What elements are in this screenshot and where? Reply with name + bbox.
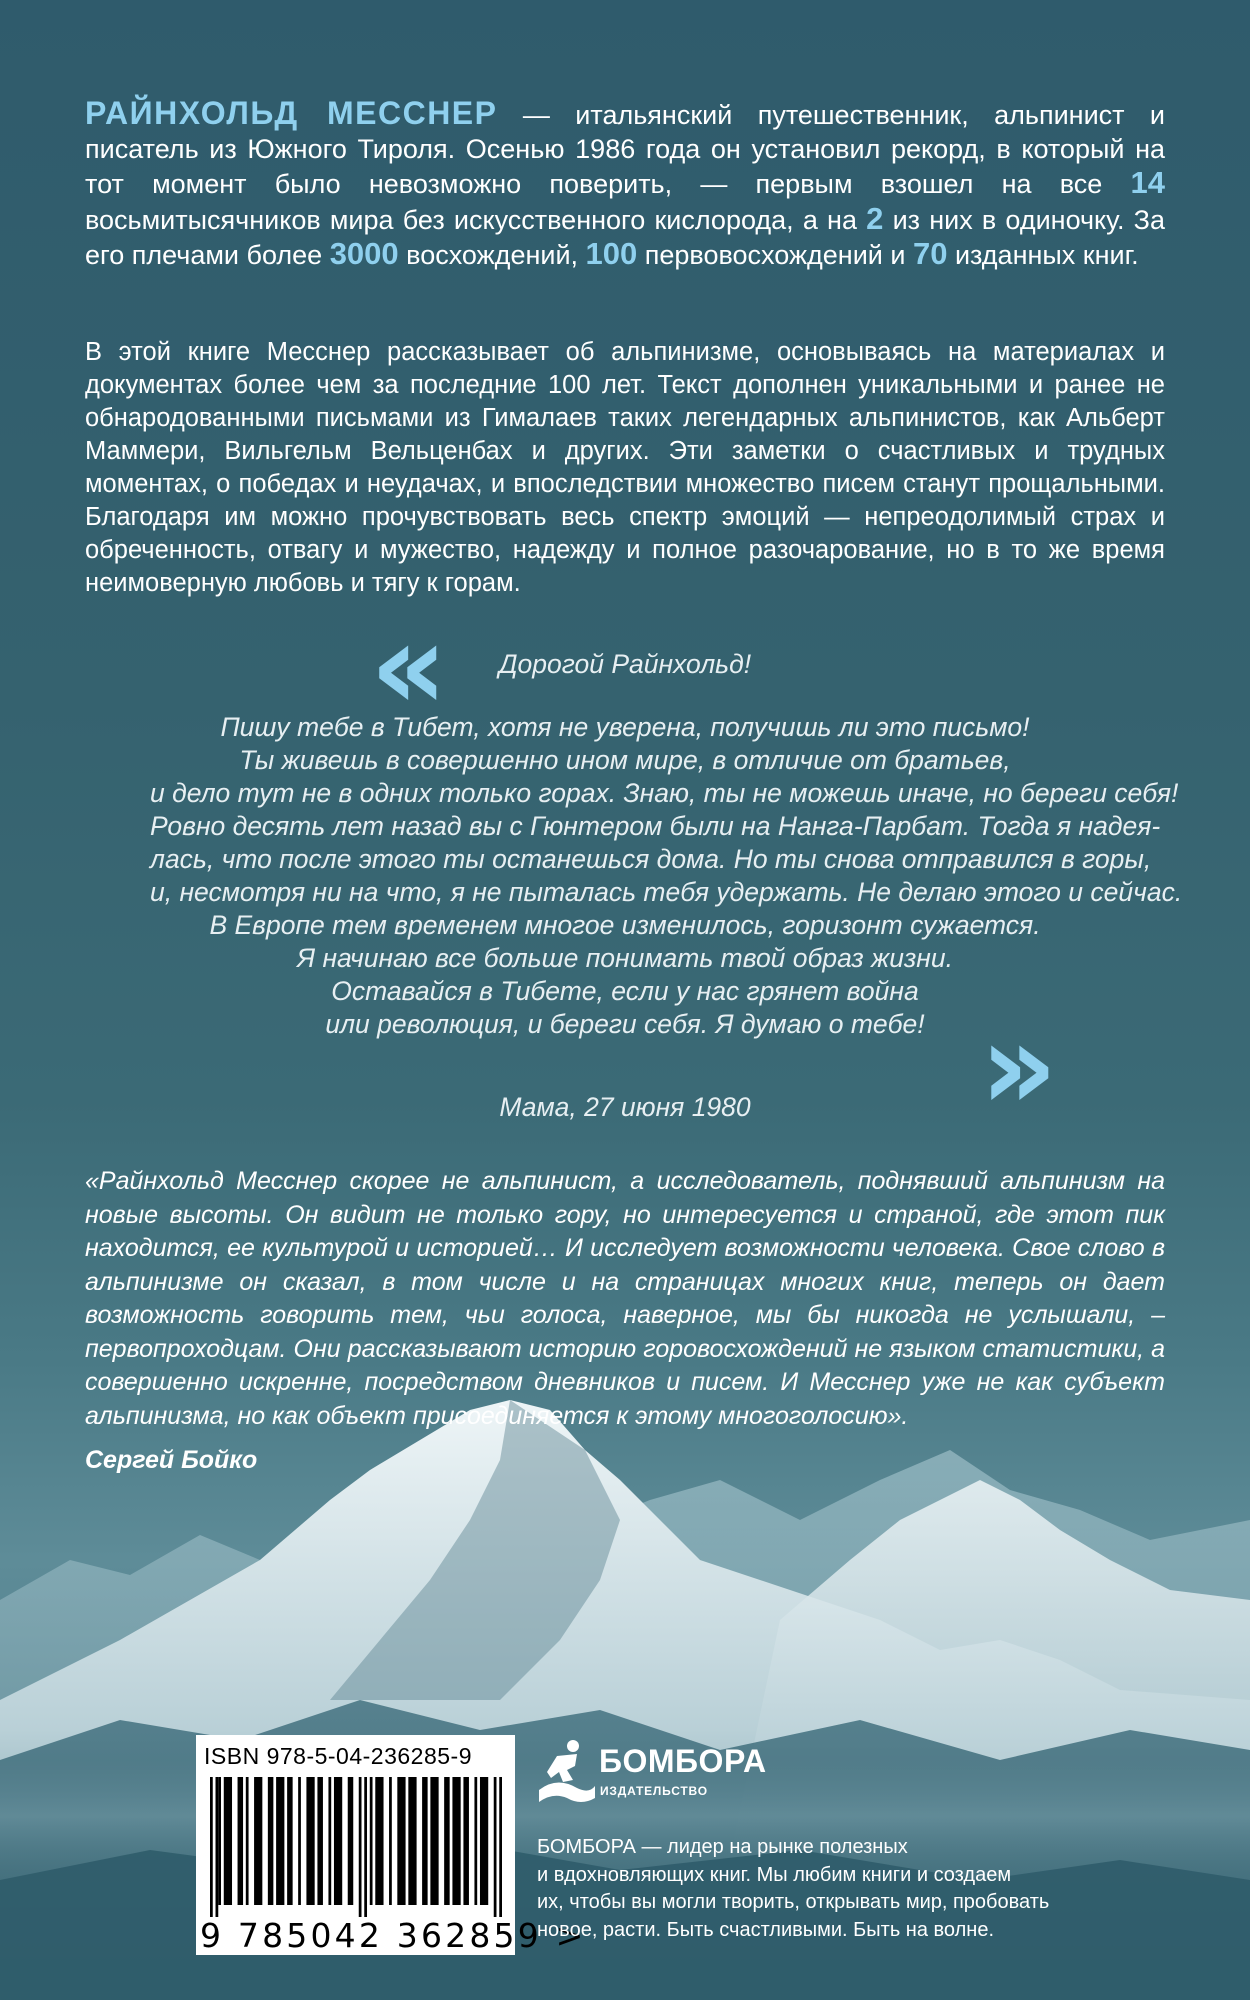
letter-body — [150, 711, 1183, 1041]
barcode-bar — [216, 1777, 219, 1917]
letter-line: лась, что после этого ты останешься дома. Но ты снова отправился в горы, — [150, 844, 1152, 874]
intro-paragraph: РАЙНХОЛЬД МЕССНЕР — итальянский путешественник, альпинист и писатель из Южного Тироля. Осенью 1986 года он установил рекорд, в который на тот момент было невозможно поверить, — первым взошел на все 14 восьмитысячников мира без искусственного кислорода, а на 2 из них в одиночку. За его плечами более 3000 восхождений, 100 первовосхождений и 70 изданных книг. — [85, 95, 1166, 271]
barcode-bar — [334, 1777, 342, 1905]
barcode-bar — [224, 1777, 232, 1905]
letter-line: Оставайся в Тибете, если у нас грянет война — [331, 976, 919, 1006]
letter-line: Пишу тебе в Тибет, хотя не уверена, получишь ли это письмо! — [220, 712, 1030, 742]
barcode-bar — [306, 1777, 314, 1905]
barcode-bar — [348, 1777, 354, 1905]
barcode-bar — [238, 1777, 244, 1905]
barcode-bar — [397, 1777, 405, 1905]
barcode-bars — [206, 1777, 506, 1917]
barcode-bar — [359, 1777, 362, 1917]
barcode-bar — [452, 1777, 460, 1905]
barcode-bar — [430, 1777, 438, 1905]
review-quote: «Райнхольд Месснер скорее не альпинист, а исследователь, поднявший альпинизм на новые высоты. Он видит не только гору, но интересуется и страной, где этот пик находится, ее культурой и историей… И исследует возможности человека. Свое слово в альпинизме он сказал, в том числе и на страницах многих книг, теперь он дает возможность говорить тем, чьи голоса, наверное, мы бы никогда не услышали, – первопроходцам. Они рассказывают историю горовосхождений не языком статистики, а совершенно искренне, посредством дневников и писем. И Месснер уже не как субъект альпинизма, но как объект присоединяется к этому многоголосию». — [85, 1167, 1165, 1430]
barcode-bar — [422, 1777, 428, 1905]
barcode-bar — [276, 1777, 284, 1905]
letter-greeting: Дорогой Райнхольд! — [498, 649, 752, 679]
barcode-bar — [317, 1777, 323, 1905]
letter-signature: Мама, 27 июня 1980 — [499, 1092, 751, 1122]
letter-line: Ты живешь в совершенно ином мире, в отличие от братьев, — [239, 745, 1011, 775]
barcode-bar — [218, 1777, 221, 1905]
barcode-bar — [254, 1777, 262, 1905]
barcode-bar — [328, 1777, 331, 1905]
letter-line: и, несмотря ни на что, я не пыталась тебя удержать. Не делаю этого и сейчас. — [150, 877, 1183, 907]
barcode-bar — [463, 1777, 469, 1905]
barcode-bar — [474, 1777, 477, 1905]
barcode-bar — [210, 1777, 213, 1917]
publisher-description: БОМБОРА — лидер на рынке полезных и вдохновляющих книг. Мы любим книги и создаем их, чтобы вы могли творить, открывать мир, пробовать новое, расти. Быть счастливыми. Быть на волне. — [537, 1836, 1050, 1941]
book-description: В этой книге Месснер рассказывает об альпинизме, основываясь на материалах и документах более чем за последние 100 лет. Текст дополнен уникальными и ранее не обнародованными письмами из Гималаев таких легендарных альпинистов, как Альберт Маммери, Вильгельм Вельценбах и других. Эти заметки о счастливых и трудных моментах, о победах и неудачах, и впоследствии множество писем станут прощальными. Благодаря им можно прочувствовать весь спектр эмоций — непреодолимый страх и обреченность, отвагу и мужество, надежду и полное разочарование, но в то же время неимоверную любовь и тягу к горам. — [85, 338, 1165, 597]
barcode-bar — [499, 1777, 502, 1917]
letter-line: В Европе тем временем многое изменилось, горизонт сужается. — [209, 910, 1041, 940]
wave-rider-logo-icon — [537, 1738, 597, 1808]
barcode-bar — [480, 1777, 488, 1905]
stat-2: 2 — [866, 200, 884, 236]
barcode-bar — [287, 1777, 293, 1905]
barcode-bar — [370, 1777, 373, 1905]
barcode-bar — [389, 1777, 392, 1905]
publisher-name: БОМБОРА — [599, 1743, 767, 1779]
publisher-subtitle: ИЗДАТЕЛЬСТВО — [600, 1784, 708, 1798]
letter-line: Я начинаю все больше понимать твой образ жизни. — [297, 943, 953, 973]
publisher-logo — [537, 1738, 767, 1818]
stat-100: 100 — [585, 236, 638, 271]
barcode-bar — [364, 1777, 367, 1917]
ean-digits: 9 785042 362859 > — [200, 1916, 587, 1955]
barcode-bar — [298, 1777, 301, 1905]
barcode-bar — [408, 1777, 416, 1905]
stat-3000: 3000 — [329, 236, 399, 271]
letter-line: или революция, и береги себя. Я думаю о тебе! — [325, 1009, 925, 1039]
stat-14: 14 — [1130, 165, 1165, 200]
open-quote-icon: « — [370, 598, 448, 737]
letter-line: Ровно десять лет назад вы с Гюнтером были на Нанга-Парбат. Тогда я надея- — [150, 811, 1161, 841]
author-name: РАЙНХОЛЬД МЕССНЕР — [85, 95, 498, 131]
close-quote-icon: » — [980, 998, 1058, 1137]
barcode-bar — [494, 1777, 497, 1917]
stat-70: 70 — [912, 236, 948, 271]
barcode-bar — [268, 1777, 274, 1905]
barcode-bar — [444, 1777, 450, 1905]
letter-line: и дело тут не в одних только горах. Знаю, ты не можешь иначе, но береги себя! — [150, 778, 1179, 808]
barcode-bar — [375, 1777, 383, 1905]
isbn-number: ISBN 978-5-04-236285-9 — [204, 1743, 472, 1769]
barcode-block — [196, 1735, 587, 1955]
barcode-bar — [246, 1777, 249, 1905]
review-author: Сергей Бойко — [85, 1446, 258, 1474]
